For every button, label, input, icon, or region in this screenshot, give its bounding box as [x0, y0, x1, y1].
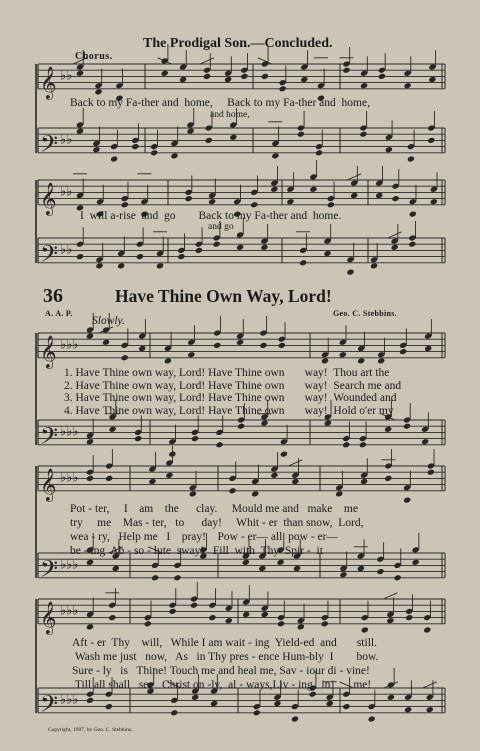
note-head [391, 244, 399, 251]
note-head [277, 620, 285, 627]
verse-4-part-b: be - ing Ab - so - lute sway! Fill with Thy Spir - it [70, 545, 323, 557]
treble-clef-icon: 𝄞 [40, 467, 57, 501]
verse-2-part-c: Wash me just now, As in Thy pres - ence Hum-bly I bow. [74, 651, 379, 663]
note-head [92, 146, 100, 153]
composer-credit: Geo. C. Stebbins. [333, 309, 397, 318]
note-head [148, 478, 156, 485]
verse-2-part-b: try me Mas - ter, to day! Whit - er than snow, Lord, [70, 517, 364, 529]
note-head [430, 198, 438, 205]
note-head [346, 269, 354, 276]
verse-1-part-c: Aft - er Thy will, While I am wait - ing Yield-ed and still. [72, 637, 377, 649]
note-head [150, 149, 158, 156]
note-head [164, 357, 172, 364]
note-head [297, 623, 305, 630]
note-head [324, 420, 332, 427]
note-head [360, 478, 368, 485]
verse-4-part-a: 4. Have Thine own way, Lord! Have Thine own way! Hold o'er my [64, 404, 394, 417]
note-head [273, 700, 281, 707]
bass-clef-icon: 𝄢 [40, 129, 59, 163]
note-head [110, 155, 118, 162]
note-head [165, 472, 173, 479]
note-head [86, 438, 94, 445]
note-head [405, 614, 413, 621]
note-head [300, 76, 308, 83]
ledger-line [388, 232, 402, 238]
flat-sign-icon: ♭♭ [60, 132, 73, 148]
verse-1-part-a: 1. Have Thine own way, Lord! Have Thine own way! Thou art the [64, 367, 390, 379]
note-head [386, 617, 394, 624]
note-head [242, 559, 250, 566]
verse-3-part-c: Sure - ly is Thine! Touch me and heal me, Sav - iour di - vine! [72, 665, 370, 677]
note-head [409, 211, 417, 218]
note-head [179, 76, 187, 83]
note-head [205, 137, 213, 144]
note-head [427, 469, 435, 476]
chorus-line-2: I will a-rise and go Back to my Fa-ther and home. [80, 210, 342, 222]
note-head [368, 715, 376, 722]
note-head [277, 559, 285, 566]
ledger-line [383, 593, 397, 599]
note-head [428, 76, 436, 83]
note-head [213, 241, 221, 248]
verse-3-part-a: 3. Have Thine own way, Lord! Have Thine own way! Wounded and [64, 392, 397, 405]
note-head [169, 608, 177, 615]
flat-sign-icon: ♭♭♭ [60, 424, 79, 440]
note-head [105, 703, 113, 710]
note-head [259, 342, 267, 349]
note-head [408, 241, 416, 248]
note-head [404, 82, 412, 89]
chorus-line-2-echo: and go [208, 222, 234, 232]
note-head [403, 423, 411, 430]
note-head [392, 195, 400, 202]
note-head [403, 497, 411, 504]
treble-clef-icon: 𝄞 [40, 65, 57, 99]
note-head [76, 253, 84, 260]
note-head [427, 137, 435, 144]
note-head [412, 559, 420, 566]
note-head [195, 247, 203, 254]
note-head [236, 339, 244, 346]
note-head [286, 198, 294, 205]
note-head [108, 614, 116, 621]
bass-clef-icon: 𝄢 [40, 239, 59, 273]
note-head [357, 565, 365, 572]
note-head [86, 697, 94, 704]
note-head [109, 426, 117, 433]
note-head [187, 128, 195, 135]
note-head [335, 490, 343, 497]
note-head [376, 568, 384, 575]
flat-sign-icon: ♭♭♭ [60, 692, 79, 708]
note-head [339, 351, 347, 358]
page-title: The Prodigal Son.—Concluded. [143, 36, 333, 51]
note-head [394, 574, 402, 581]
note-head [299, 259, 307, 266]
note-head [94, 88, 102, 95]
note-head [399, 348, 407, 355]
note-head [291, 715, 299, 722]
note-head [229, 487, 237, 494]
note-head [385, 146, 393, 153]
note-head [293, 565, 301, 572]
note-head [377, 357, 385, 364]
note-head [253, 709, 261, 716]
bass-clef-icon: 𝄢 [40, 421, 59, 455]
note-head [86, 559, 94, 566]
note-head [387, 694, 395, 701]
verses-part-c [72, 636, 378, 692]
note-head [190, 602, 198, 609]
note-head [261, 73, 269, 80]
note-head [76, 128, 84, 135]
bass-clef-icon: 𝄢 [40, 554, 59, 588]
note-head [251, 490, 259, 497]
note-head [261, 611, 269, 618]
note-head [258, 565, 266, 572]
verses-part-a [64, 367, 401, 417]
treble-clef-icon: 𝄞 [40, 600, 57, 634]
note-head [86, 475, 94, 482]
note-head [105, 475, 113, 482]
ledger-line [200, 58, 214, 64]
note-head [260, 420, 268, 427]
note-head [95, 262, 103, 269]
verse-2-part-a: 2. Have Thine own way, Lord! Have Thine own way! Search me and [64, 379, 402, 392]
note-head [384, 475, 392, 482]
note-head [421, 438, 429, 445]
author-credit: A. A. P. [45, 309, 73, 318]
bass-clef-icon: 𝄢 [40, 689, 59, 723]
note-head [279, 85, 287, 92]
note-head [185, 195, 193, 202]
note-head [342, 67, 350, 74]
note-head [191, 435, 199, 442]
note-head [350, 192, 358, 199]
ledger-line [347, 174, 361, 180]
note-head [270, 186, 278, 193]
note-head [237, 423, 245, 430]
note-head [339, 571, 347, 578]
note-head [161, 70, 169, 77]
note-head [321, 357, 329, 364]
note-head [224, 76, 232, 83]
note-head [271, 152, 279, 159]
note-head [117, 262, 125, 269]
note-head [250, 201, 258, 208]
note-head [384, 426, 392, 433]
note-head [225, 617, 233, 624]
note-head [170, 152, 178, 159]
note-head [189, 490, 197, 497]
note-head [215, 441, 223, 448]
note-head [359, 131, 367, 138]
ledger-line [423, 682, 437, 688]
note-head [407, 155, 415, 162]
note-head [375, 192, 383, 199]
note-head [260, 244, 268, 251]
flat-sign-icon: ♭♭♭ [60, 603, 79, 619]
note-head [138, 345, 146, 352]
note-head [327, 201, 335, 208]
flat-sign-icon: ♭♭♭ [60, 470, 79, 486]
note-head [360, 82, 368, 89]
note-head [323, 250, 331, 257]
note-head [187, 351, 195, 358]
note-head [270, 472, 278, 479]
note-head [136, 253, 144, 260]
note-head [378, 73, 386, 80]
tempo-marking: Slowly. [92, 315, 125, 327]
hymn-number: 36 [43, 285, 63, 307]
note-head [361, 626, 369, 633]
verse-1-part-b: Pot - ter, I am the clay. Mould me and make me [70, 503, 358, 515]
note-head [236, 244, 244, 251]
note-head [112, 565, 120, 572]
note-head [76, 70, 84, 77]
note-head [280, 451, 288, 458]
note-head [297, 131, 305, 138]
flat-sign-icon: ♭♭♭ [60, 337, 79, 353]
note-head [203, 73, 211, 80]
flat-sign-icon: ♭♭ [60, 242, 73, 258]
note-head [121, 354, 129, 361]
note-head [404, 706, 412, 713]
flat-sign-icon: ♭♭♭ [60, 557, 79, 573]
chorus-line-1-echo: and home, [210, 110, 250, 120]
note-head [342, 703, 350, 710]
note-head [229, 134, 237, 141]
note-head [370, 262, 378, 269]
note-head [151, 574, 159, 581]
note-head [191, 694, 199, 701]
note-head [156, 262, 164, 269]
note-head [278, 342, 286, 349]
treble-clef-icon: 𝄞 [40, 181, 57, 215]
flat-sign-icon: ♭♭ [60, 68, 73, 84]
note-head [240, 73, 248, 80]
note-head [170, 709, 178, 716]
hymn-title: Have Thine Own Way, Lord! [115, 286, 332, 306]
note-head [177, 253, 185, 260]
note-head [213, 342, 221, 349]
note-head [208, 614, 216, 621]
note-head [309, 186, 317, 193]
note-head [423, 626, 431, 633]
copyright-notice: Copyright, 1907, by Geo. C. Stebbins. [48, 727, 133, 733]
note-head [315, 149, 323, 156]
note-head [121, 201, 129, 208]
note-head [291, 478, 299, 485]
note-head [208, 198, 216, 205]
treble-clef-icon: 𝄞 [40, 334, 57, 368]
flat-sign-icon: ♭♭ [60, 184, 73, 200]
note-head [326, 700, 334, 707]
note-head [359, 441, 367, 448]
note-head [102, 339, 110, 346]
note-head [424, 345, 432, 352]
note-head [357, 357, 365, 364]
verses-part-b [70, 502, 363, 558]
note-head [134, 435, 142, 442]
note-head [342, 441, 350, 448]
note-head [144, 620, 152, 627]
note-head [426, 706, 434, 713]
note-head [242, 611, 250, 618]
ledger-line [288, 460, 302, 466]
note-head [210, 700, 218, 707]
note-head [86, 623, 94, 630]
note-head [321, 620, 329, 627]
verse-4-part-c: Till all shall see Christ on -ly, al - ways,Liv - ing in me! [74, 679, 372, 691]
chorus-label: Chorus. [75, 51, 113, 62]
note-head [173, 574, 181, 581]
chorus-line-1: Back to my Fa-ther and home, Back to my Fa-ther and home, [70, 97, 370, 109]
verse-3-part-b: wea - ry, Help me I pray! Pow - er— all pow - er— [70, 531, 338, 543]
note-head [131, 143, 139, 150]
note-head [86, 333, 94, 340]
